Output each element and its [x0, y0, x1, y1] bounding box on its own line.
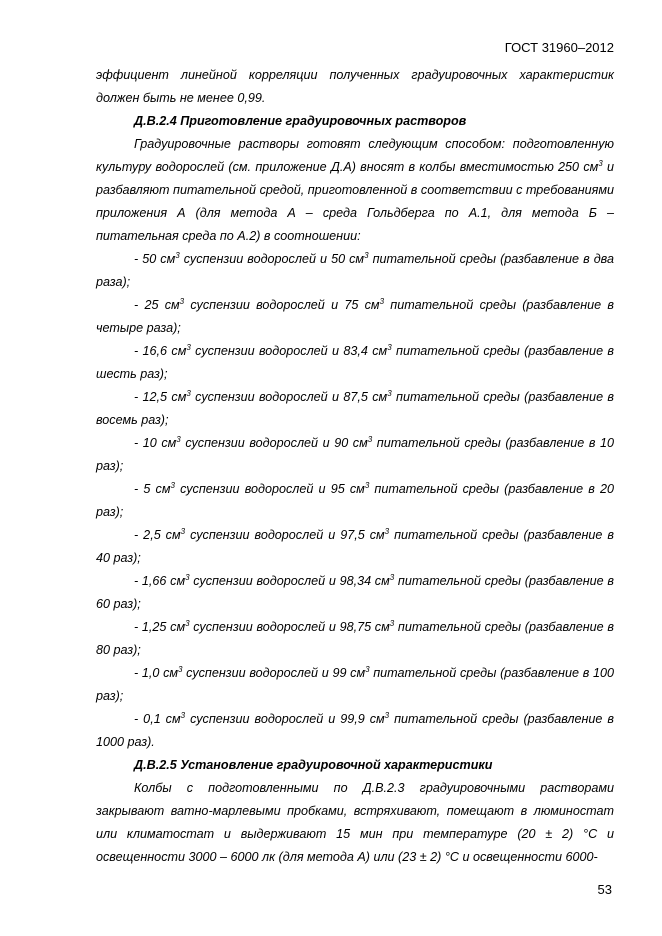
superscript-unit: 3 — [379, 297, 385, 306]
document-code: ГОСТ 31960–2012 — [504, 40, 614, 55]
dilution-item — [96, 662, 614, 708]
preparation-text-a: Градуировочные растворы готовят следующим способом: подготовленную культуру водорослей (см. приложение Д.А) вносят в колбы вместимостью 250 см — [96, 137, 614, 174]
superscript-unit: 3 — [384, 527, 390, 536]
dilution-medium-volume: суспензии водорослей и 95 см — [174, 482, 365, 496]
superscript-unit: 3 — [389, 619, 395, 628]
dilution-algae-volume: - 2,5 см — [134, 528, 181, 542]
dilution-algae-volume: - 1,25 см — [134, 620, 186, 634]
superscript-unit: 3 — [598, 159, 603, 168]
dilution-item — [96, 478, 614, 524]
dilution-algae-volume: - 1,66 см — [134, 574, 186, 588]
section-heading-dv24: Д.В.2.4 Приготовление градуировочных растворов — [134, 114, 467, 128]
dilution-algae-volume: - 0,1 см — [134, 712, 181, 726]
dilution-ratio: питательной среды (разбавление в 80 раз); — [96, 620, 614, 657]
dilution-item — [96, 294, 614, 340]
superscript-unit: 3 — [387, 343, 392, 352]
page-content — [96, 64, 614, 869]
dilution-ratio: питательной среды (разбавление в 60 раз); — [96, 574, 614, 611]
superscript-unit: 3 — [185, 619, 190, 628]
dilution-item — [96, 616, 614, 662]
dilution-ratio: питательной среды (разбавление в 20 раз); — [96, 482, 614, 519]
superscript-unit: 3 — [367, 435, 373, 444]
superscript-unit: 3 — [384, 711, 390, 720]
superscript-unit: 3 — [180, 527, 186, 536]
dilution-ratio: питательной среды (разбавление в восемь раз); — [96, 390, 614, 427]
superscript-unit: 3 — [364, 481, 370, 490]
dilution-medium-volume: суспензии водорослей и 83,4 см — [190, 344, 388, 358]
dilution-algae-volume: - 25 см — [134, 298, 180, 312]
dilution-item — [96, 708, 614, 754]
dilution-algae-volume: - 5 см — [134, 482, 171, 496]
dilution-medium-volume: суспензии водорослей и 87,5 см — [190, 390, 388, 404]
superscript-unit: 3 — [180, 711, 186, 720]
dilution-ratio: питательной среды (разбавление в шесть раз); — [96, 344, 614, 381]
section-heading-dv25: Д.В.2.5 Установление градуировочной характеристики — [134, 758, 493, 772]
dilution-algae-volume: - 50 см — [134, 252, 176, 266]
superscript-unit: 3 — [170, 481, 175, 490]
dilution-medium-volume: суспензии водорослей и 50 см — [179, 252, 365, 266]
calibration-paragraph: Колбы с подготовленными по Д.В.2.3 градуировочными растворами закрывают ватно-марлевыми пробками, встряхивают, помещают в люминостат или климатостат и выдерживают 15 мин при температуре (20 ± 2) °С и освещенности 3000 – 6000 лк (для метода А) или (23 ± 2) °С и освещенности 6000- — [96, 781, 614, 864]
dilution-ratio: питательной среды (разбавление в 40 раз); — [96, 528, 614, 565]
dilution-ratio: питательной среды (разбавление в 1000 раз). — [96, 712, 614, 749]
intro-paragraph: эффициент линейной корреляции полученных градуировочных характеристик должен быть не менее 0,99. — [96, 68, 614, 105]
dilution-algae-volume: - 1,0 см — [134, 666, 179, 680]
dilution-medium-volume: суспензии водорослей и 97,5 см — [185, 528, 385, 542]
superscript-unit: 3 — [179, 297, 185, 306]
superscript-unit: 3 — [186, 343, 191, 352]
dilution-medium-volume: суспензии водорослей и 90 см — [180, 436, 368, 450]
dilution-ratio: питательной среды (разбавление в 100 раз); — [96, 666, 614, 703]
dilution-ratio: питательной среды (разбавление в 10 раз); — [96, 436, 614, 473]
superscript-unit: 3 — [364, 251, 369, 260]
dilution-item — [96, 570, 614, 616]
dilution-medium-volume: суспензии водорослей и 98,75 см — [189, 620, 390, 634]
dilution-medium-volume: суспензии водорослей и 98,34 см — [189, 574, 390, 588]
dilution-medium-volume: суспензии водорослей и 75 см — [184, 298, 380, 312]
dilution-algae-volume: - 16,6 см — [134, 344, 187, 358]
superscript-unit: 3 — [175, 251, 180, 260]
preparation-text-b: и разбавляют питательной средой, приготовленной в соответствии с требованиями приложения А (для метода А – среда Гольдберга по А.1, для метода Б – питательная среда по А.2) в соотношении: — [96, 160, 614, 243]
superscript-unit: 3 — [389, 573, 395, 582]
dilution-algae-volume: - 10 см — [134, 436, 177, 450]
superscript-unit: 3 — [365, 665, 370, 674]
dilution-ratio: питательной среды (разбавление в два раза); — [96, 252, 614, 289]
dilution-item — [96, 524, 614, 570]
superscript-unit: 3 — [185, 573, 190, 582]
dilution-medium-volume: суспензии водорослей и 99,9 см — [185, 712, 385, 726]
dilution-item — [96, 248, 614, 294]
preparation-paragraph — [96, 133, 614, 248]
superscript-unit: 3 — [387, 389, 392, 398]
superscript-unit: 3 — [178, 665, 183, 674]
dilution-list — [96, 248, 614, 754]
superscript-unit: 3 — [186, 389, 191, 398]
dilution-item — [96, 386, 614, 432]
page-number: 53 — [597, 882, 612, 897]
dilution-item — [96, 340, 614, 386]
dilution-algae-volume: - 12,5 см — [134, 390, 187, 404]
dilution-medium-volume: суспензии водорослей и 99 см — [182, 666, 366, 680]
dilution-item — [96, 432, 614, 478]
superscript-unit: 3 — [176, 435, 181, 444]
dilution-ratio: питательной среды (разбавление в четыре раза); — [96, 298, 614, 335]
